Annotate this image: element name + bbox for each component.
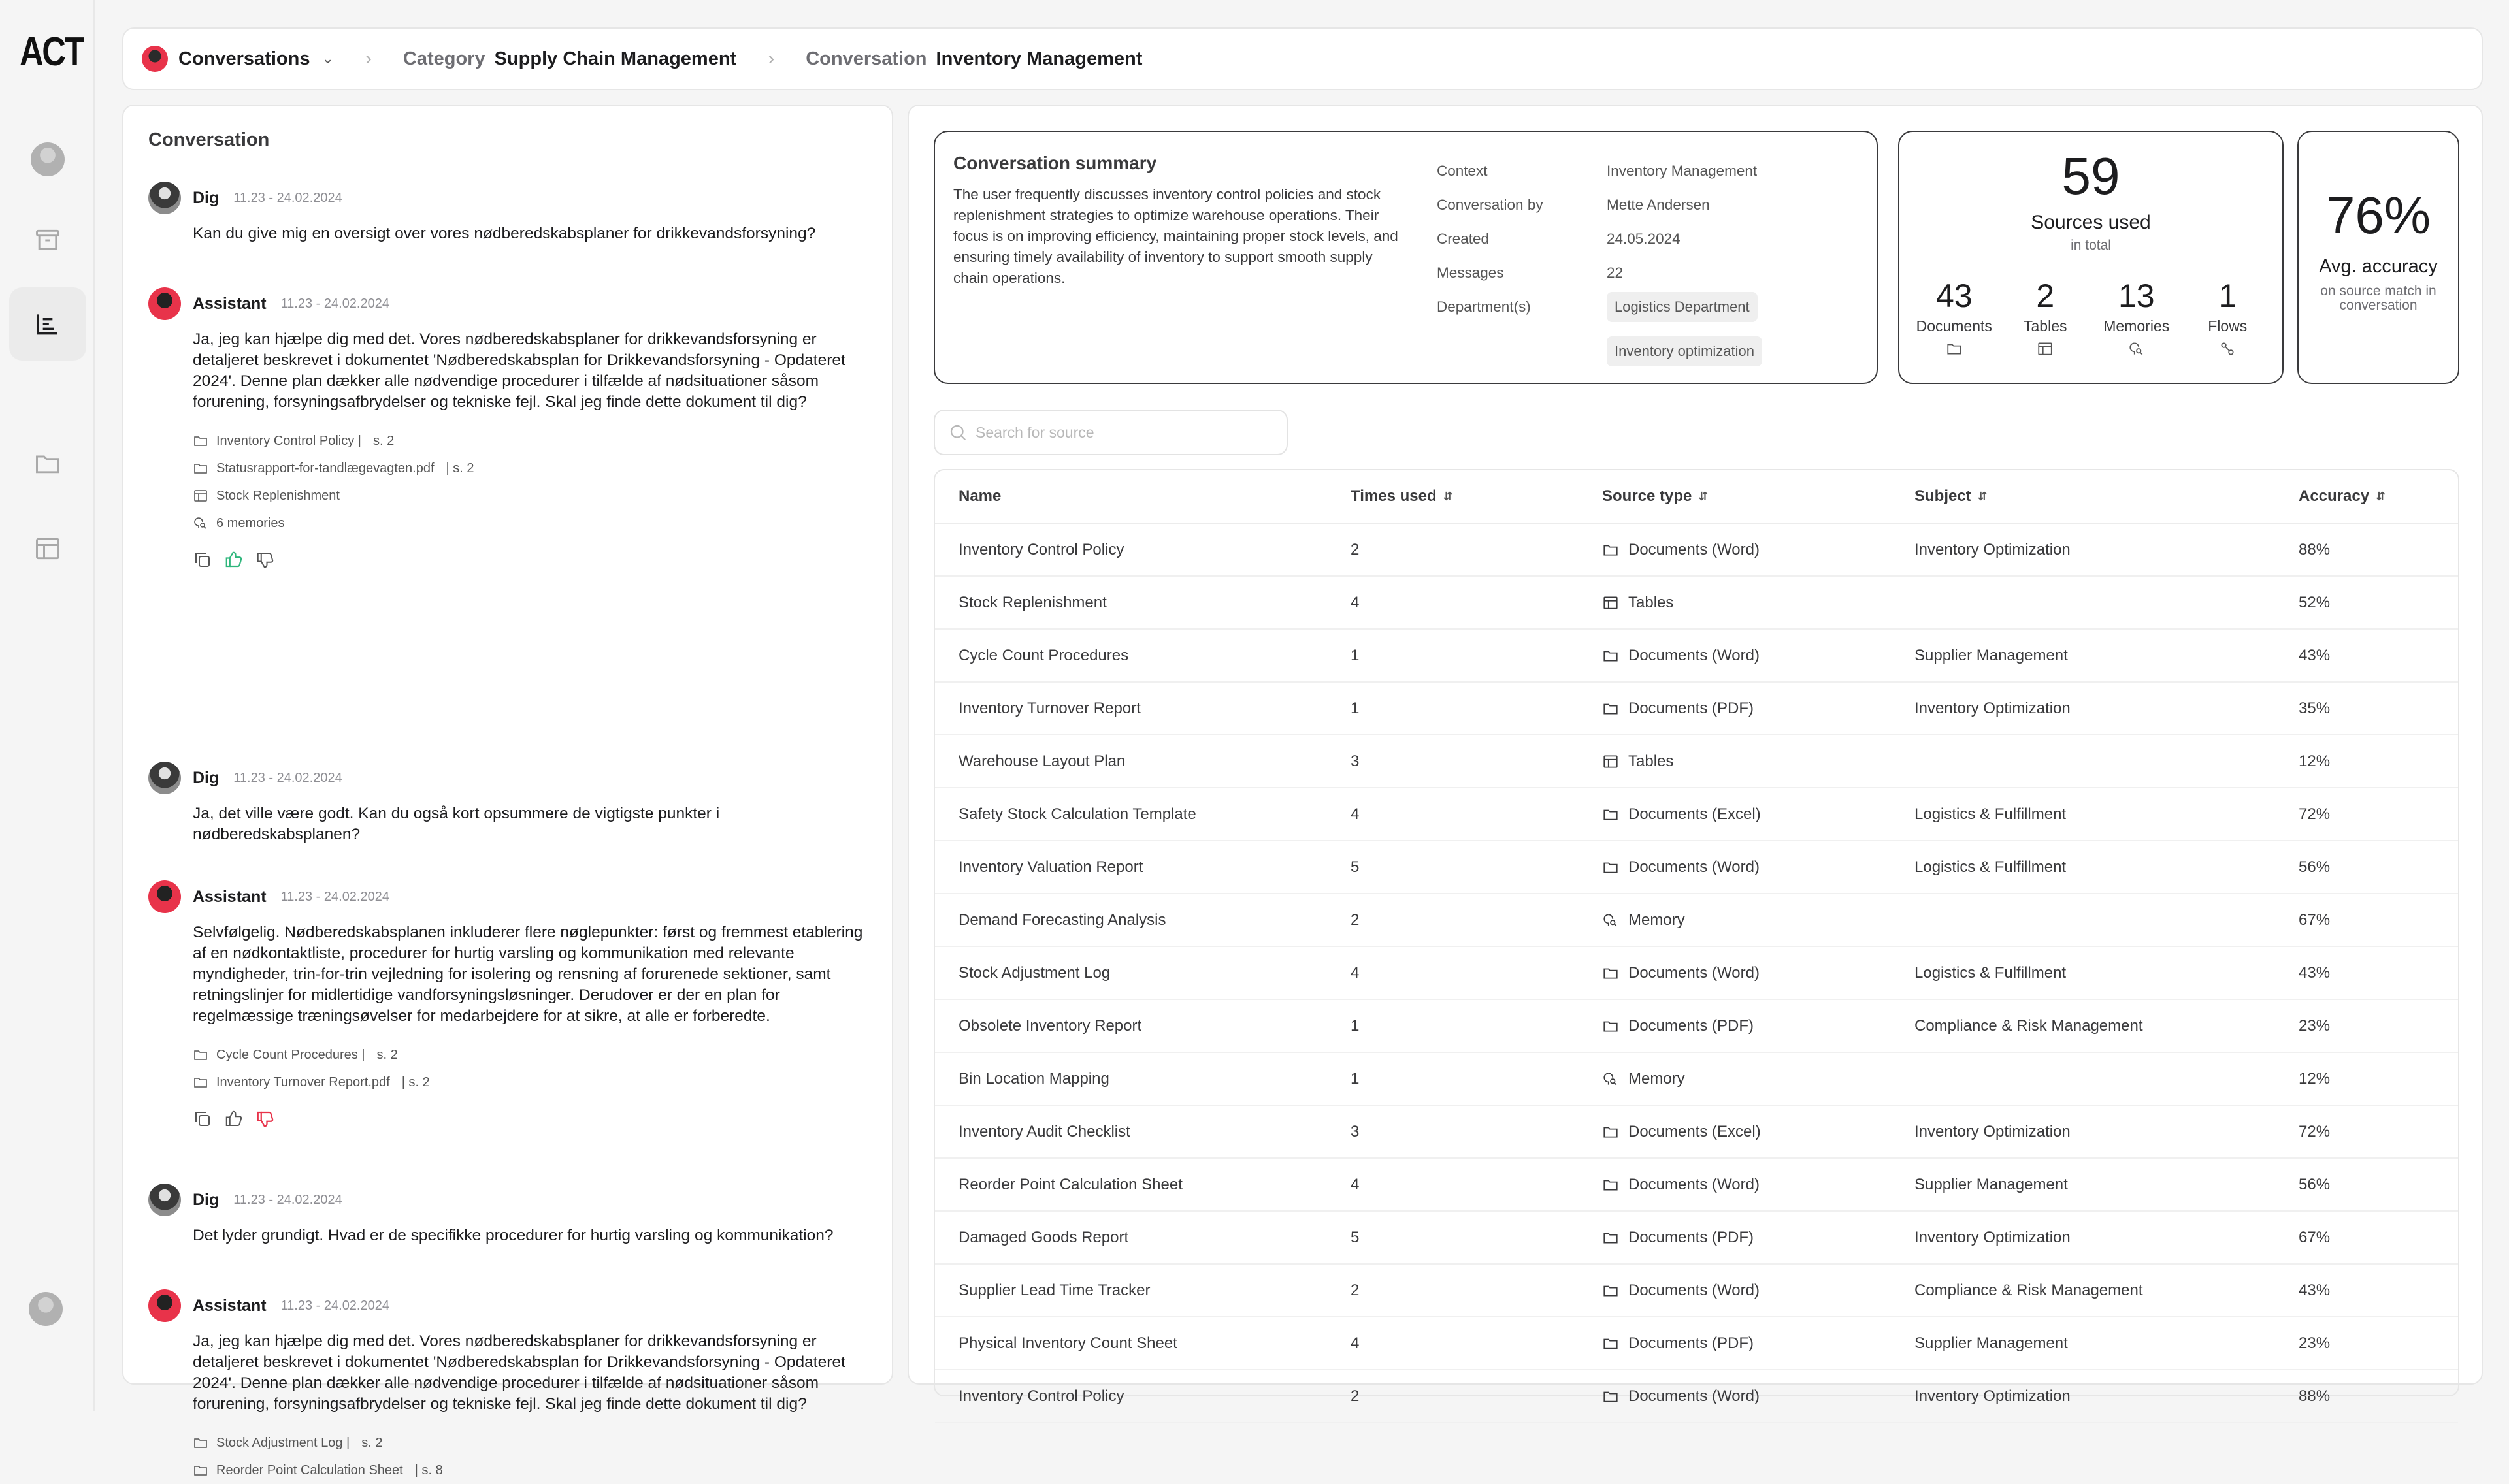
source-ref[interactable]	[193, 509, 867, 537]
header-label: Times used	[1351, 487, 1437, 505]
conversation-title: Conversation	[148, 129, 270, 150]
cell-source-type-label: Tables	[1628, 593, 1674, 611]
header-label: Accuracy	[2299, 487, 2370, 505]
summary-text: The user frequently discusses inventory control policies and stock replenishment strategies to optimize warehouse operations. Their focus is on improving efficiency, maintaining proper stock levels, and ensuring timely availability of inventory to support smooth supply chain operations.	[953, 186, 1398, 286]
department-tag[interactable]: Inventory optimization	[1607, 336, 1762, 366]
copy-button[interactable]	[193, 1109, 212, 1129]
cell-times-used: 3	[1351, 752, 1360, 770]
cell-accuracy: 23%	[2299, 1334, 2331, 1352]
cell-subject: Supplier Management	[1914, 646, 2068, 664]
cell-subject: Compliance & Risk Management	[1914, 1281, 2143, 1299]
sources-total: 59	[2061, 147, 2120, 205]
folder-icon	[1602, 1335, 1619, 1352]
cell-source-type-label: Documents (Word)	[1628, 1281, 1760, 1299]
cell-times-used: 2	[1351, 540, 1360, 558]
table-icon	[193, 488, 208, 504]
source-ref[interactable]	[193, 427, 867, 455]
memory-icon	[2128, 340, 2145, 357]
user-avatar[interactable]	[29, 1292, 63, 1326]
cell-subject: Logistics & Fulfillment	[1914, 805, 2067, 823]
table-row[interactable]	[935, 841, 2458, 894]
cell-accuracy: 56%	[2299, 1175, 2331, 1193]
chevron-right-icon: ›	[768, 48, 775, 69]
accuracy-value: 76%	[2325, 186, 2431, 244]
cell-times-used: 1	[1351, 1016, 1360, 1035]
accuracy-label: Avg. accuracy	[2319, 256, 2438, 277]
cell-source-type	[1602, 700, 1914, 718]
sources-card	[1898, 131, 2284, 384]
cell-subject: Inventory Optimization	[1914, 1122, 2071, 1140]
conversation-crumb: Inventory Management	[936, 48, 1143, 69]
message-actions	[193, 550, 867, 570]
cell-times-used: 1	[1351, 1069, 1360, 1088]
folder-icon	[1602, 700, 1619, 717]
table-icon	[2037, 340, 2054, 357]
bot-avatar-icon	[31, 142, 65, 176]
category-link[interactable]: Supply Chain Management	[494, 48, 737, 69]
cell-accuracy: 88%	[2299, 1387, 2331, 1405]
memories-stat	[2094, 280, 2179, 361]
folder-icon	[1602, 859, 1619, 876]
source-refs	[193, 1429, 867, 1484]
message-author: Dig	[193, 768, 220, 787]
cell-name: Supplier Lead Time Tracker	[959, 1281, 1151, 1299]
folder-icon	[193, 1074, 208, 1090]
cell-source-type	[1602, 858, 1914, 877]
nav-avatar-bot[interactable]	[9, 123, 86, 196]
ref-name: Inventory Turnover Report.pdf	[216, 1074, 390, 1089]
cell-name: Reorder Point Calculation Sheet	[959, 1175, 1183, 1193]
table-row[interactable]	[935, 1370, 2458, 1423]
messages-value: 22	[1607, 265, 1624, 281]
cell-accuracy: 12%	[2299, 1069, 2331, 1088]
folder-icon	[1602, 541, 1619, 558]
table-row[interactable]	[935, 630, 2458, 683]
folder-icon	[33, 449, 62, 478]
cell-subject: Inventory Optimization	[1914, 540, 2071, 558]
cell-times-used: 2	[1351, 1281, 1360, 1299]
table-icon	[1602, 753, 1619, 770]
table-icon	[33, 534, 62, 563]
message-author: Dig	[193, 188, 220, 207]
cell-times-used: 4	[1351, 593, 1360, 611]
message-author: Dig	[193, 1190, 220, 1209]
ref-name: Cycle Count Procedures |	[216, 1047, 365, 1062]
source-search[interactable]	[934, 410, 1288, 455]
message-time: 11.23 - 24.02.2024	[233, 190, 342, 205]
cell-subject: Compliance & Risk Management	[1914, 1016, 2143, 1035]
cell-times-used: 3	[1351, 1122, 1360, 1140]
thumbs-up-icon	[224, 550, 244, 570]
ref-name: 6 memories	[216, 515, 285, 530]
nav-archive[interactable]	[9, 204, 86, 277]
nav-folder[interactable]	[9, 427, 86, 500]
summary-details	[1437, 154, 1855, 368]
cell-name: Cycle Count Procedures	[959, 646, 1129, 664]
cell-accuracy: 72%	[2299, 805, 2331, 823]
sort-icon[interactable]: ⇵	[1443, 490, 1453, 504]
header-name[interactable]	[935, 487, 1351, 506]
table-icon	[1602, 594, 1619, 611]
message-user	[148, 1184, 867, 1246]
cell-source-type-label: Documents (Word)	[1628, 1175, 1760, 1193]
conversation-panel	[122, 105, 893, 1477]
memories-count: 13	[2118, 278, 2155, 314]
memory-icon	[193, 515, 208, 531]
thumbs-down-icon	[255, 550, 275, 570]
table-body	[935, 524, 2458, 1423]
messages-label: Messages	[1437, 265, 1504, 281]
cell-accuracy: 35%	[2299, 699, 2331, 717]
folder-icon	[1602, 965, 1619, 982]
flows-count: 1	[2218, 278, 2237, 314]
message-text: Ja, det ville være godt. Kan du også kort opsummere de vigtigste punkter i nødberedskabsplanen?	[193, 805, 720, 843]
context-label: Context	[1437, 163, 1488, 179]
message-time: 11.23 - 24.02.2024	[233, 770, 342, 785]
table-header	[935, 470, 2458, 524]
summary-card	[934, 131, 1878, 384]
cell-times-used: 5	[1351, 858, 1360, 876]
bot-avatar-icon	[142, 46, 168, 72]
cell-subject: Supplier Management	[1914, 1175, 2068, 1193]
message-author: Assistant	[193, 887, 267, 906]
documents-count: 43	[1935, 278, 1973, 314]
cell-name: Obsolete Inventory Report	[959, 1016, 1142, 1035]
folder-icon	[1602, 1388, 1619, 1405]
memory-icon	[1602, 1071, 1619, 1088]
table-row[interactable]	[935, 894, 2458, 947]
avatar	[148, 182, 181, 214]
cell-accuracy: 52%	[2299, 593, 2331, 611]
table-row[interactable]	[935, 1053, 2458, 1106]
ref-page: | s. 2	[401, 1074, 430, 1089]
accuracy-card	[2297, 131, 2459, 384]
bar-chart-icon	[33, 310, 62, 338]
cell-name: Stock Replenishment	[959, 593, 1107, 611]
flows-stat	[2185, 280, 2270, 361]
message-user	[148, 182, 867, 244]
nav-analytics[interactable]	[9, 287, 86, 361]
cell-source-type-label: Memory	[1628, 1069, 1685, 1088]
cell-source-type	[1602, 1070, 1914, 1088]
ref-page: s. 2	[361, 1435, 383, 1450]
header-times-used[interactable]	[1351, 487, 1602, 506]
folder-icon	[193, 1435, 208, 1451]
sort-icon[interactable]: ⇵	[1977, 490, 1988, 504]
ref-name: Inventory Control Policy |	[216, 433, 361, 448]
tables-stat	[2003, 280, 2088, 361]
cell-source-type-label: Documents (Word)	[1628, 858, 1760, 876]
cell-name: Inventory Control Policy	[959, 1387, 1124, 1405]
cell-source-type	[1602, 1334, 1914, 1353]
header-label: Name	[959, 487, 1002, 505]
message-assistant	[148, 1289, 867, 1484]
message-time: 11.23 - 24.02.2024	[280, 296, 389, 311]
ref-page: | s. 8	[414, 1462, 443, 1477]
source-ref[interactable]	[193, 1457, 867, 1484]
folder-icon	[193, 460, 208, 476]
flow-icon	[2219, 340, 2236, 357]
tables-count: 2	[2036, 278, 2055, 314]
cell-times-used: 1	[1351, 699, 1360, 717]
documents-label: Documents	[1916, 317, 1992, 334]
sources-sub: in total	[2071, 238, 2111, 253]
cell-subject: Inventory Optimization	[1914, 1228, 2071, 1246]
message-text: Ja, jeg kan hjælpe dig med det. Vores nødberedskabsplaner for drikkevandsforsyning er detaljeret beskrevet i dokumentet 'Nødberedskabsplan for Drikkevandsforsyning - Opdateret 2024'. Denne plan dækker alle nødvendige procedurer i tilfælde af nødsituationer såsom forurening, forsyningsafbrydelser og tekniske fejl. Skal jeg finde dette dokument til dig?	[193, 331, 845, 411]
message-time: 11.23 - 24.02.2024	[280, 1298, 389, 1313]
cell-times-used: 4	[1351, 805, 1360, 823]
header-label: Source type	[1602, 487, 1692, 505]
table-row[interactable]	[935, 577, 2458, 630]
created-label: Created	[1437, 231, 1490, 247]
table-row[interactable]	[935, 1106, 2458, 1159]
cell-subject: Supplier Management	[1914, 1334, 2068, 1352]
message-actions	[193, 1109, 867, 1129]
sources-panel	[908, 105, 2483, 1405]
source-refs	[193, 1041, 867, 1096]
table-row[interactable]	[935, 1212, 2458, 1265]
cell-source-type	[1602, 1176, 1914, 1194]
cell-name: Inventory Audit Checklist	[959, 1122, 1130, 1140]
folder-icon	[1602, 1229, 1619, 1246]
table-row[interactable]	[935, 1000, 2458, 1053]
thumbs-up-icon	[224, 1109, 244, 1129]
message-author: Assistant	[193, 1296, 267, 1315]
cell-source-type-label: Documents (Word)	[1628, 1387, 1760, 1405]
ref-name: Stock Replenishment	[216, 488, 340, 503]
department-tag[interactable]: Logistics Department	[1607, 292, 1758, 322]
message-time: 11.23 - 24.02.2024	[280, 889, 389, 904]
cell-accuracy: 43%	[2299, 646, 2331, 664]
source-ref[interactable]	[193, 482, 867, 509]
header-label: Subject	[1914, 487, 1971, 505]
documents-stat	[1912, 280, 1997, 361]
app-logo[interactable]: ACT	[20, 29, 84, 74]
cell-name: Inventory Valuation Report	[959, 858, 1143, 876]
table-row[interactable]	[935, 947, 2458, 1000]
copy-icon	[193, 1109, 212, 1129]
author-label: Conversation by	[1437, 197, 1543, 213]
ref-name: Stock Adjustment Log |	[216, 1435, 350, 1450]
sources-table	[934, 469, 2459, 1405]
cell-source-type	[1602, 1229, 1914, 1247]
created-value: 24.05.2024	[1607, 231, 1681, 247]
folder-icon	[1602, 647, 1619, 664]
cell-times-used: 4	[1351, 1175, 1360, 1193]
cell-source-type-label: Documents (Excel)	[1628, 805, 1761, 823]
source-refs	[193, 427, 867, 537]
cell-subject: Logistics & Fulfillment	[1914, 963, 2067, 982]
breadcrumb	[122, 27, 2483, 90]
like-button[interactable]	[224, 550, 244, 570]
table-row[interactable]	[935, 683, 2458, 735]
cell-name: Safety Stock Calculation Template	[959, 805, 1196, 823]
avatar	[148, 880, 181, 913]
thumbs-down-icon	[255, 1109, 275, 1129]
cell-name: Warehouse Layout Plan	[959, 752, 1126, 770]
message-text: Ja, jeg kan hjælpe dig med det. Vores nødberedskabsplaner for drikkevandsforsyning er detaljeret beskrevet i dokumentet 'Nødberedskabsplan for Drikkevandsforsyning - Opdateret 2024'. Denne plan dækker alle nødvendige procedurer i tilfælde af nødsituationer såsom forurening, forsyningsafbrydelser og tekniske fejl. Skal jeg finde dette dokument til dig?	[193, 1332, 845, 1413]
cell-source-type	[1602, 911, 1914, 929]
source-ref[interactable]	[193, 1069, 867, 1096]
cell-source-type	[1602, 805, 1914, 824]
cell-accuracy: 72%	[2299, 1122, 2331, 1140]
category-label: Category	[402, 48, 485, 69]
message-user	[148, 762, 867, 845]
message-time: 11.23 - 24.02.2024	[233, 1192, 342, 1207]
source-ref[interactable]	[193, 1429, 867, 1457]
table-row[interactable]	[935, 1317, 2458, 1370]
message-text: Selvfølgelig. Nødberedskabsplanen inkluderer flere nøglepunkter: først og fremmest etablering af en nødkontaktliste, procedurer for hurtig varsling og kommunikation med relevante myndigheder, trin-for-trin vejledning for isolering og rensning af forurenede sektioner, samt retningslinjer for midlertidige vandforsyningsløsninger. Derudover er der en plan for regelmæssige træningsøvelser for medarbejdere for at sikre, at alle er forberedte.	[193, 924, 863, 1025]
author-value: Mette Andersen	[1607, 197, 1710, 213]
cell-name: Inventory Control Policy	[959, 540, 1124, 558]
departments-label: Department(s)	[1437, 298, 1531, 315]
cell-source-type	[1602, 1387, 1914, 1406]
message-assistant	[148, 287, 867, 570]
cell-name: Stock Adjustment Log	[959, 963, 1111, 982]
cell-source-type-label: Tables	[1628, 752, 1674, 770]
folder-icon	[193, 1047, 208, 1063]
cell-source-type	[1602, 752, 1914, 771]
avatar	[148, 762, 181, 794]
sort-icon[interactable]: ⇵	[2376, 490, 2386, 504]
cell-source-type-label: Documents (Word)	[1628, 646, 1760, 664]
cell-source-type-label: Documents (PDF)	[1628, 699, 1754, 717]
cell-source-type	[1602, 1282, 1914, 1300]
message-text: Det lyder grundigt. Hvad er de specifikke procedurer for hurtig varsling og kommunikation?	[193, 1227, 834, 1244]
folder-icon	[1602, 1282, 1619, 1299]
folder-icon	[1602, 806, 1619, 823]
cell-name: Bin Location Mapping	[959, 1069, 1109, 1088]
conversation-label: Conversation	[806, 48, 927, 69]
cell-accuracy: 88%	[2299, 540, 2331, 558]
cell-source-type-label: Memory	[1628, 911, 1685, 929]
cell-times-used: 4	[1351, 963, 1360, 982]
nav-rail	[0, 0, 95, 1411]
copy-icon	[193, 550, 212, 570]
source-ref[interactable]	[193, 1041, 867, 1069]
folder-icon	[1602, 1123, 1619, 1140]
cell-source-type	[1602, 647, 1914, 665]
ref-name: Reorder Point Calculation Sheet	[216, 1462, 403, 1477]
table-row[interactable]	[935, 735, 2458, 788]
dislike-button[interactable]	[255, 550, 275, 570]
like-button[interactable]	[224, 1109, 244, 1129]
accuracy-sub: on source match in conversation	[2320, 283, 2436, 313]
folder-icon	[1946, 340, 1963, 357]
sort-icon[interactable]: ⇵	[1698, 489, 1709, 503]
chevron-down-icon[interactable]: ⌄	[321, 50, 334, 67]
cell-subject: Inventory Optimization	[1914, 699, 2071, 717]
cell-times-used: 4	[1351, 1334, 1360, 1352]
source-ref[interactable]	[193, 455, 867, 482]
cell-name: Damaged Goods Report	[959, 1228, 1129, 1246]
cell-times-used: 1	[1351, 646, 1360, 664]
summary-title: Conversation summary	[953, 153, 1157, 173]
cell-source-type	[1602, 1123, 1914, 1141]
header-source-type[interactable]	[1602, 487, 1914, 506]
cell-accuracy: 43%	[2299, 963, 2331, 982]
cell-name: Demand Forecasting Analysis	[959, 911, 1166, 929]
ref-name: Statusrapport-for-tandlægevagten.pdf	[216, 460, 435, 476]
folder-icon	[1602, 1018, 1619, 1035]
cell-name: Physical Inventory Count Sheet	[959, 1334, 1177, 1352]
sources-label: Sources used	[2031, 212, 2151, 233]
cell-times-used: 5	[1351, 1228, 1360, 1246]
archive-icon	[33, 226, 62, 255]
nav-table[interactable]	[9, 512, 86, 585]
cell-source-type-label: Documents (PDF)	[1628, 1334, 1754, 1352]
flows-label: Flows	[2208, 317, 2248, 334]
table-row[interactable]	[935, 1265, 2458, 1317]
avatar	[148, 1184, 181, 1216]
cell-source-type	[1602, 1017, 1914, 1035]
cell-subject: Inventory Optimization	[1914, 1387, 2071, 1405]
cell-accuracy: 43%	[2299, 1281, 2331, 1299]
cell-source-type	[1602, 594, 1914, 612]
cell-source-type	[1602, 541, 1914, 559]
memory-icon	[1602, 912, 1619, 929]
header-subject[interactable]	[1914, 487, 2299, 506]
chevron-right-icon: ›	[365, 48, 372, 69]
cell-accuracy: 23%	[2299, 1016, 2331, 1035]
avatar	[148, 1289, 181, 1322]
cell-times-used: 2	[1351, 911, 1360, 929]
memories-label: Memories	[2103, 317, 2170, 334]
ref-page: s. 2	[376, 1047, 398, 1062]
dislike-button[interactable]	[255, 1109, 275, 1129]
ref-page: | s. 2	[446, 460, 474, 476]
cell-source-type-label: Documents (Excel)	[1628, 1122, 1761, 1140]
cell-source-type-label: Documents (Word)	[1628, 540, 1760, 558]
context-value: Inventory Management	[1607, 163, 1758, 179]
table-row[interactable]	[935, 788, 2458, 841]
cell-source-type-label: Documents (Word)	[1628, 963, 1760, 982]
avatar	[148, 287, 181, 320]
cell-accuracy: 67%	[2299, 911, 2331, 929]
ref-page: s. 2	[372, 433, 395, 448]
folder-icon	[193, 433, 208, 449]
conversations-dropdown[interactable]: Conversations	[178, 48, 310, 69]
cell-subject: Logistics & Fulfillment	[1914, 858, 2067, 876]
cell-source-type-label: Documents (PDF)	[1628, 1016, 1754, 1035]
folder-icon	[193, 1462, 208, 1478]
cell-accuracy: 12%	[2299, 752, 2331, 770]
header-accuracy[interactable]	[2299, 487, 2455, 506]
table-row[interactable]	[935, 524, 2458, 577]
message-assistant	[148, 880, 867, 1129]
message-author: Assistant	[193, 294, 267, 313]
search-input[interactable]	[976, 424, 1276, 442]
copy-button[interactable]	[193, 550, 212, 570]
search-icon	[948, 423, 968, 442]
cell-accuracy: 67%	[2299, 1228, 2331, 1246]
folder-icon	[1602, 1176, 1619, 1193]
message-text: Kan du give mig en oversigt over vores nødberedskabsplaner for drikkevandsforsyning?	[193, 225, 816, 242]
cell-times-used: 2	[1351, 1387, 1360, 1405]
cell-accuracy: 56%	[2299, 858, 2331, 876]
tables-label: Tables	[2024, 317, 2067, 334]
table-row[interactable]	[935, 1159, 2458, 1212]
cell-source-type	[1602, 964, 1914, 982]
cell-source-type-label: Documents (PDF)	[1628, 1228, 1754, 1246]
cell-name: Inventory Turnover Report	[959, 699, 1141, 717]
